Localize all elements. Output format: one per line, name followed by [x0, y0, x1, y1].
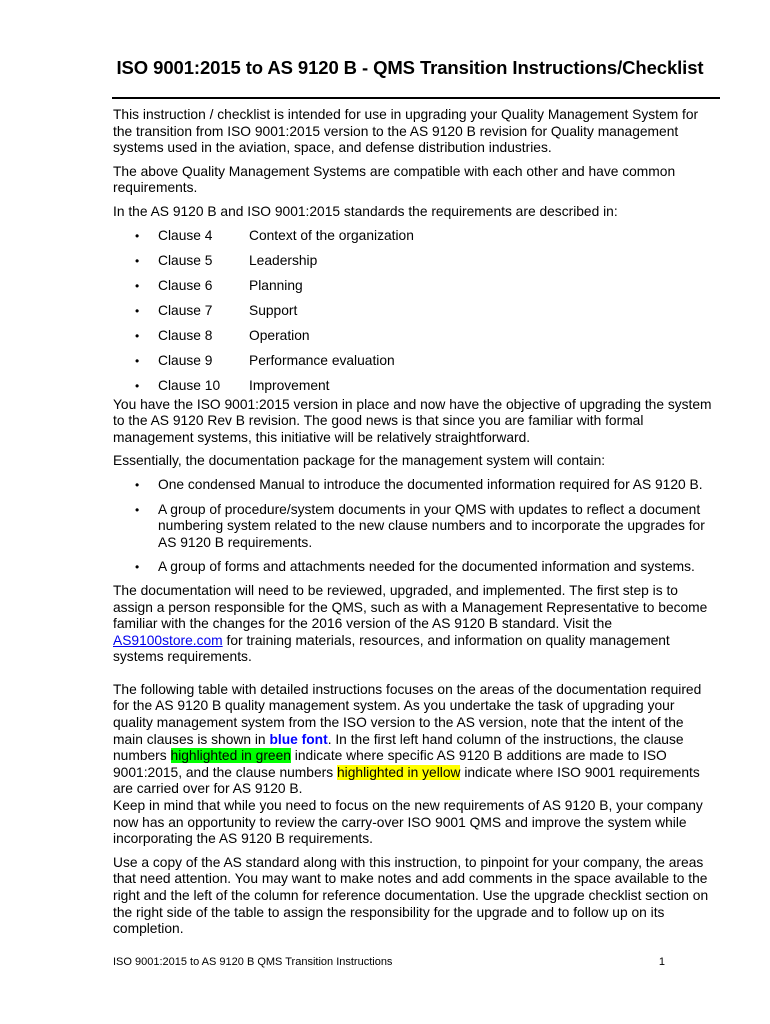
bullet-icon: • — [135, 560, 140, 575]
yellow-highlight-sample: highlighted in yellow — [336, 764, 461, 780]
clause-number: Clause 10 — [158, 377, 221, 393]
clause-list — [113, 228, 717, 396]
bullet-icon: • — [135, 278, 140, 293]
bullet-icon: • — [135, 228, 140, 243]
clauses-intro-paragraph: In the AS 9120 B and ISO 9001:2015 standards the requirements are described in: — [113, 203, 618, 219]
clause-name: Leadership — [249, 252, 318, 268]
list-item-text: A group of forms and attachments needed for the documented information and systems. — [158, 559, 695, 575]
clause-number: Clause 6 — [158, 277, 213, 293]
intro-paragraph: This instruction / checklist is intended for use in upgrading your Quality Management System for the transition from ISO 9001:2015 version to the AS 9120 B revision for Quality management systems used in the aviation, space, and defense distribution industries. — [113, 107, 699, 156]
clause-number: Clause 8 — [158, 327, 213, 343]
bullet-icon: • — [135, 502, 140, 517]
list-item — [113, 228, 717, 253]
clause-name: Support — [249, 302, 298, 318]
copy-paragraph: Use a copy of the AS standard along with this instruction, to pinpoint for your company, the areas that need attention. You may want to make notes and add comments in the space available to the right and the left of the column for reference documentation. Use the upgrade checklist section on the right side of the table to assign the responsibility for the upgrade and to follow up on its completion. — [113, 854, 709, 937]
page-number: 1 — [658, 956, 665, 968]
clause-number: Clause 5 — [158, 252, 213, 268]
title-divider — [112, 97, 720, 99]
table-text: indicate where specific AS 9120 B additions are made to ISO 9001:2015, and the clause numbers — [113, 748, 667, 780]
list-item-text: A group of procedure/system documents in your QMS with updates to reflect a document numbering system related to the new clause numbers and to incorporate the upgrades for AS 9120 B requirements. — [158, 501, 705, 550]
documentation-list — [113, 477, 717, 576]
clause-name: Context of the organization — [249, 227, 414, 243]
paragraph-spacer — [113, 666, 717, 682]
green-highlight-sample: highlighted in green — [170, 748, 291, 764]
list-item — [113, 378, 717, 396]
bullet-icon: • — [135, 303, 140, 318]
bullet-icon: • — [135, 378, 140, 393]
list-item — [113, 303, 717, 328]
list-item — [113, 278, 717, 303]
page-title: ISO 9001:2015 to AS 9120 B - QMS Transition Instructions/Checklist — [116, 57, 704, 78]
list-item — [113, 328, 717, 353]
table-text: The following table with detailed instructions focuses on the areas of the documentation required for the AS 9120 B quality management system. As you undertake the task of upgrading your quality management system from the ISO version to the AS version, note that the intent of the main clauses is shown in — [113, 681, 702, 747]
clause-name: Operation — [249, 327, 310, 343]
review-paragraph — [113, 583, 717, 666]
blue-font-sample: blue font — [269, 731, 328, 747]
list-item — [113, 559, 717, 576]
clause-number: Clause 9 — [158, 352, 213, 368]
list-item — [113, 353, 717, 378]
compatibility-paragraph: The above Quality Management Systems are compatible with each other and have common requirements. — [113, 163, 676, 196]
clause-name: Planning — [249, 277, 303, 293]
upgrade-paragraph: You have the ISO 9001:2015 version in place and now have the objective of upgrading the system to the AS 9120 Rev B revision. The good news is that since you are familiar with formal management systems, this initiative will be relatively straightforward. — [113, 396, 712, 445]
focus-paragraph: Keep in mind that while you need to focus on the new requirements of AS 9120 B, your company now has an opportunity to review the carry-over ISO 9001 QMS and improve the system while incorporating the AS 9120 B requirements. — [113, 798, 703, 847]
clause-name: Performance evaluation — [249, 352, 395, 368]
bullet-icon: • — [135, 253, 140, 268]
clause-number: Clause 4 — [158, 227, 213, 243]
table-text: indicate where ISO 9001 requirements are carried over for AS 9120 B. — [113, 764, 700, 797]
table-text: . In the first left hand column of the instructions, the clause numbers — [113, 731, 684, 764]
table-instructions-paragraph — [113, 682, 717, 798]
clause-name: Improvement — [249, 377, 330, 393]
bullet-icon: • — [135, 328, 140, 343]
review-text-end: for training materials, resources, and information on quality management systems requirements. — [113, 632, 670, 665]
bullet-icon: • — [135, 477, 140, 492]
document-body — [113, 107, 717, 938]
package-paragraph: Essentially, the documentation package for the management system will contain: — [113, 453, 606, 469]
footer-text: ISO 9001:2015 to AS 9120 B QMS Transition Instructions — [113, 956, 393, 968]
page-footer — [113, 956, 665, 968]
review-text: The documentation will need to be reviewed, upgraded, and implemented. The first step is to assign a person responsible for the QMS, such as with a Management Representative to become familiar with the changes for the 2016 version of the AS 9120 B standard. Visit the — [113, 582, 708, 632]
clause-number: Clause 7 — [158, 302, 213, 318]
list-item — [113, 502, 717, 552]
list-item — [113, 253, 717, 278]
list-item-text: One condensed Manual to introduce the documented information required for AS 9120 B. — [158, 476, 703, 492]
bullet-icon: • — [135, 353, 140, 368]
as9100store-link[interactable]: AS9100store.com — [113, 632, 223, 648]
list-item — [113, 477, 717, 494]
